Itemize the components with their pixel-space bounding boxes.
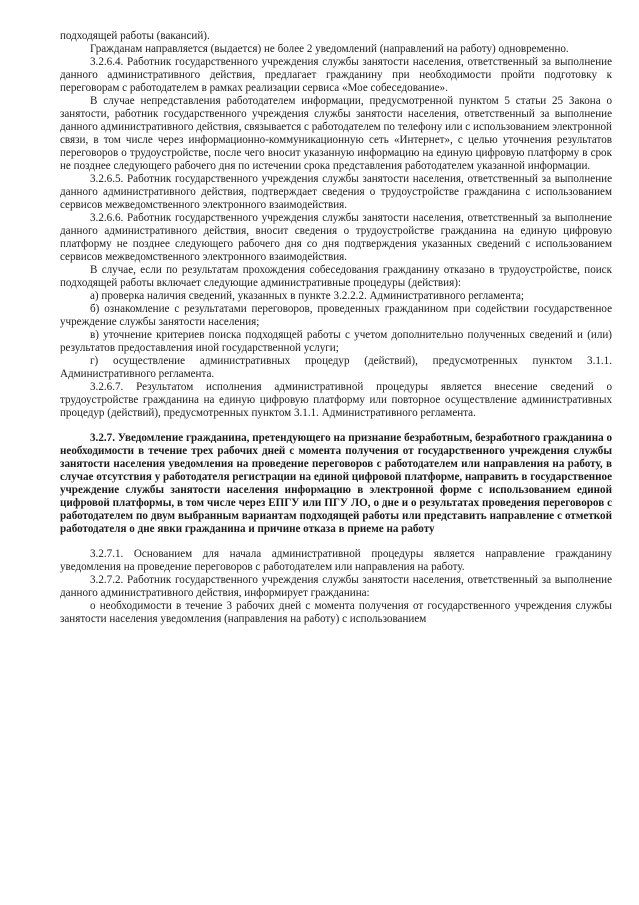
body-paragraph: б) ознакомление с результатами переговоров, проведенных гражданином при содействии государственное учреждение службы занятости населения;	[60, 303, 612, 328]
body-paragraph: а) проверка наличия сведений, указанных в пункте 3.2.2.2. Административного регламента;	[90, 290, 524, 302]
body-paragraph: 3.2.7.2. Работник государственного учреждения службы занятости населения, ответственный за выполнение данного административного действия, информирует гражданина:	[60, 574, 612, 599]
paragraph-gap	[60, 536, 612, 548]
body-paragraph: в) уточнение критериев поиска подходящей работы с учетом дополнительно полученных сведений и (или) результатов предоставления иной государственной услуги;	[60, 329, 612, 354]
body-paragraph: подходящей работы (вакансий).	[60, 30, 210, 42]
body-paragraph: 3.2.6.6. Работник государственного учреждения службы занятости населения, ответственный за выполнение данного административного действия, вносит сведения о трудоустройстве гражданина на единую цифровую платформу не позднее следующего рабочего дня со дня подтверждения указанных сведений с использованием сервисов межведомственного электронного взаимодействия.	[60, 212, 612, 263]
document-body	[60, 30, 612, 626]
body-paragraph: Гражданам направляется (выдается) не более 2 уведомлений (направлений на работу) одновременно.	[90, 43, 569, 55]
body-paragraph: 3.2.6.7. Результатом исполнения административной процедуры является внесение сведений о трудоустройстве гражданина на единую цифровую платформу или повторное осуществление административных процедур (действий), предусмотренных пунктом 3.1.1. Административного регламента.	[60, 381, 612, 419]
body-paragraph: о необходимости в течение 3 рабочих дней с момента получения от государственного учреждения службы занятости населения уведомления (направления на работу) с использованием	[60, 600, 612, 625]
body-paragraph: г) осуществление административных процедур (действий), предусмотренных пунктом 3.1.1. Административного регламента.	[60, 355, 612, 380]
section-heading-paragraph: 3.2.7. Уведомление гражданина, претендующего на признание безработным, безработного гражданина о необходимости в течение трех рабочих дней с момента получения от государственного учреждения службы занятости населения уведомления на проведение переговоров с работодателем или направления на работу, в случае отсутствия у работодателя регистрации на единой цифровой платформе, направить в государственное учреждение службы занятости населения информацию в электронной форме с использованием единой цифровой платформы, в том числе через ЕПГУ или ПГУ ЛО, о дне и о результатах проведения переговоров с работодателем по двум выбранным вариантам подходящей работы или представить направление с отметкой работодателя о дне явки гражданина и причине отказа в приеме на работу	[60, 432, 612, 535]
paragraph-gap	[60, 420, 612, 432]
body-paragraph: 3.2.6.4. Работник государственного учреждения службы занятости населения, ответственный за выполнение данного административного действия, предлагает гражданину при необходимости пройти подготовку к переговорам с работодателем в рамках реализации сервиса «Мое собеседование».	[60, 56, 612, 94]
body-paragraph: В случае непредставления работодателем информации, предусмотренной пунктом 5 статьи 25 Закона о занятости, работник государственного учреждения службы занятости населения, ответственный за выполнение данного административного действия, связывается с работодателем по телефону или с использованием электронной связи, в том числе через информационно-коммуникационную сеть «Интернет», с целью уточнения результатов переговоров о трудоустройстве, после чего вносит указанную информацию на единую цифровую платформу в срок не позднее следующего рабочего дня по истечении срока представления работодателем указанной информации.	[60, 95, 612, 172]
body-paragraph: 3.2.7.1. Основанием для начала административной процедуры является направление гражданину уведомления на проведение переговоров с работодателем или направления на работу.	[60, 548, 612, 573]
body-paragraph: В случае, если по результатам прохождения собеседования гражданину отказано в трудоустройстве, поиск подходящей работы включает следующие административные процедуры (действия):	[60, 264, 612, 289]
body-paragraph: 3.2.6.5. Работник государственного учреждения службы занятости населения, ответственный за выполнение данного административного действия, подтверждает сведения о трудоустройстве гражданина с использованием сервисов межведомственного электронного взаимодействия.	[60, 173, 612, 211]
